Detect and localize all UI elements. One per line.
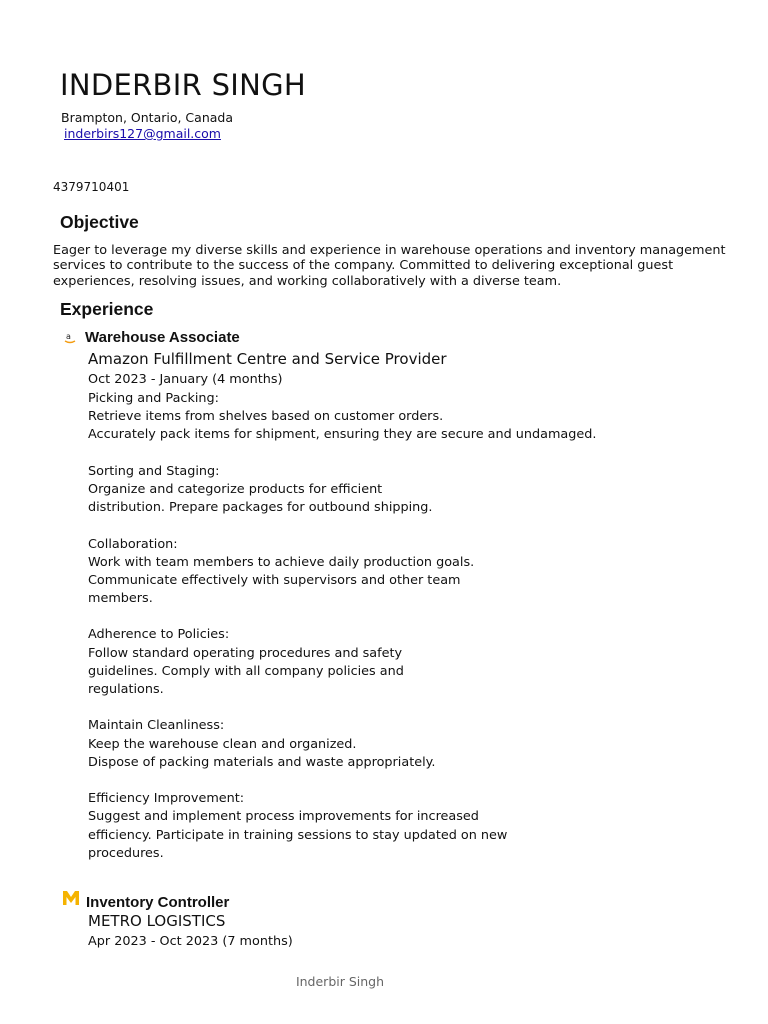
description-line: Dispose of packing materials and waste appropriately.: [88, 754, 436, 770]
description-line: members.: [88, 591, 153, 607]
description-line: distribution. Prepare packages for outbound shipping.: [88, 500, 433, 516]
description-line: Picking and Packing:: [88, 391, 219, 406]
job-company: METRO LOGISTICS: [88, 912, 226, 930]
description-line: efficiency. Participate in training sessions to stay updated on new: [88, 827, 508, 843]
email-link[interactable]: inderbirs127@gmail.com: [64, 126, 221, 141]
description-line: [88, 445, 648, 463]
description-line: Sorting and Staging:: [88, 463, 220, 479]
candidate-name: INDERBIR SINGH: [60, 68, 306, 102]
objective-text: Eager to leverage my diverse skills and experience in warehouse operations and inventory management services to contribute to the success of the company. Committed to delivering exceptional guest experiences, resolving issues, and working collaboratively with a diverse team.: [53, 243, 726, 289]
description-line: regulations.: [88, 682, 164, 697]
experience-heading: Experience: [60, 299, 154, 319]
description-line: [88, 608, 648, 626]
job-dates: Oct 2023 - January (4 months): [88, 372, 283, 387]
phone-text: 4379710401: [53, 180, 130, 194]
description-line: Collaboration:: [88, 536, 178, 552]
description-line: procedures.: [88, 845, 164, 861]
description-line: [88, 699, 648, 717]
page-footer: Inderbir Singh: [295, 974, 385, 989]
job-title: Inventory Controller: [86, 894, 230, 911]
job-title: Warehouse Associate: [85, 329, 240, 346]
job-dates: Apr 2023 - Oct 2023 (7 months): [88, 934, 293, 949]
description-line: [88, 772, 648, 790]
job-description: [88, 390, 648, 863]
description-line: Keep the warehouse clean and organized.: [88, 736, 357, 752]
location-text: Brampton, Ontario, Canada: [61, 110, 233, 125]
metro-logo-icon: [62, 889, 80, 907]
description-line: Follow standard operating procedures and safety: [88, 645, 403, 661]
description-line: Efficiency Improvement:: [88, 791, 245, 807]
description-line: Suggest and implement process improvements for increased: [88, 809, 479, 825]
svg-text:a: a: [66, 332, 71, 341]
description-line: [88, 517, 648, 535]
job-company: Amazon Fulfillment Centre and Service Provider: [88, 350, 447, 368]
description-line: Communicate effectively with supervisors and other team: [88, 572, 461, 588]
amazon-logo-icon: [63, 330, 77, 344]
description-line: Work with team members to achieve daily production goals.: [88, 554, 475, 570]
objective-heading: Objective: [60, 212, 139, 232]
description-line: Maintain Cleanliness:: [88, 718, 225, 734]
description-line: Adherence to Policies:: [88, 627, 230, 643]
description-line: Accurately pack items for shipment, ensuring they are secure and undamaged.: [88, 427, 597, 443]
description-line: Organize and categorize products for efficient: [88, 481, 383, 497]
description-line: guidelines. Comply with all company policies and: [88, 663, 404, 679]
description-line: Retrieve items from shelves based on customer orders.: [88, 409, 444, 425]
